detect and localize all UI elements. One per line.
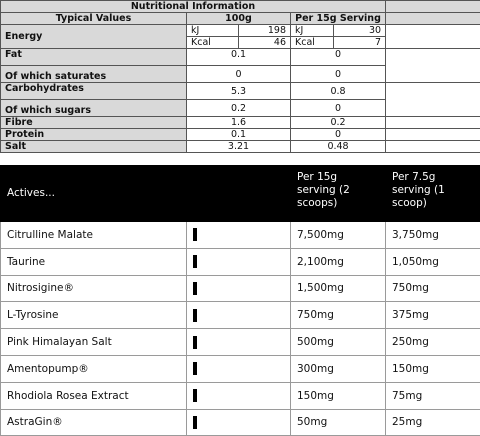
empty-cell xyxy=(386,117,480,129)
active-name: Taurine xyxy=(1,248,187,275)
marker-bar xyxy=(193,336,197,349)
energy-kcal-100g: 46 xyxy=(239,37,291,49)
active-name: Nitrosigine® xyxy=(1,275,187,302)
active-amount-15g: 500mg xyxy=(291,329,386,356)
active-amount-15g: 7,500mg xyxy=(291,222,386,249)
active-marker-cell xyxy=(187,355,291,382)
active-name: Amentopump® xyxy=(1,355,187,382)
saturates-100g: 0 xyxy=(187,66,291,83)
nutrition-table-section xyxy=(0,0,480,153)
sugars-15g: 0 xyxy=(291,100,386,117)
header-typical-values: Typical Values xyxy=(1,13,187,25)
energy-kj-unit-100g: kJ xyxy=(187,25,239,37)
active-name: Citrulline Malate xyxy=(1,222,187,249)
active-marker-cell xyxy=(187,275,291,302)
active-amount-7-5g: 150mg xyxy=(386,355,480,382)
actives-header-15g: Per 15g serving (2 scoops) xyxy=(291,166,386,222)
energy-label: Energy xyxy=(1,25,187,49)
active-amount-7-5g: 250mg xyxy=(386,329,480,356)
marker-bar xyxy=(193,255,197,268)
active-amount-15g: 300mg xyxy=(291,355,386,382)
sugars-label: Of which sugars xyxy=(1,100,187,117)
actives-table-section xyxy=(0,165,480,436)
active-row xyxy=(1,275,480,302)
active-marker-cell xyxy=(187,329,291,356)
nutrition-title: Nutritional Information xyxy=(1,1,386,13)
active-row xyxy=(1,409,480,436)
active-amount-15g: 2,100mg xyxy=(291,248,386,275)
empty-cell xyxy=(386,25,480,49)
active-row xyxy=(1,302,480,329)
marker-bar xyxy=(193,389,197,402)
active-amount-7-5g: 375mg xyxy=(386,302,480,329)
energy-kcal-unit-100g: Kcal xyxy=(187,37,239,49)
header-per-15g: Per 15g Serving xyxy=(291,13,386,25)
saturates-15g: 0 xyxy=(291,66,386,83)
carbohydrates-label: Carbohydrates xyxy=(1,83,187,100)
empty-cell xyxy=(386,1,480,13)
actives-table xyxy=(0,165,480,436)
protein-label: Protein xyxy=(1,129,187,141)
active-amount-15g: 1,500mg xyxy=(291,275,386,302)
empty-cell xyxy=(386,129,480,141)
energy-kcal-unit-15g: Kcal xyxy=(291,37,334,49)
fat-label: Fat xyxy=(1,49,187,66)
energy-kj-15g: 30 xyxy=(334,25,386,37)
active-amount-15g: 750mg xyxy=(291,302,386,329)
active-row xyxy=(1,382,480,409)
protein-15g: 0 xyxy=(291,129,386,141)
active-marker-cell xyxy=(187,409,291,436)
empty-cell xyxy=(386,83,480,117)
active-marker-cell xyxy=(187,248,291,275)
empty-cell xyxy=(386,141,480,153)
salt-15g: 0.48 xyxy=(291,141,386,153)
active-amount-15g: 150mg xyxy=(291,382,386,409)
fibre-label: Fibre xyxy=(1,117,187,129)
active-row xyxy=(1,355,480,382)
active-row xyxy=(1,248,480,275)
empty-cell xyxy=(386,49,480,83)
marker-bar xyxy=(193,309,197,322)
active-name: L-Tyrosine xyxy=(1,302,187,329)
carbohydrates-15g: 0.8 xyxy=(291,83,386,100)
carbohydrates-100g: 5.3 xyxy=(187,83,291,100)
sugars-100g: 0.2 xyxy=(187,100,291,117)
salt-100g: 3.21 xyxy=(187,141,291,153)
energy-kj-100g: 198 xyxy=(239,25,291,37)
header-100g: 100g xyxy=(187,13,291,25)
active-amount-7-5g: 75mg xyxy=(386,382,480,409)
active-amount-7-5g: 1,050mg xyxy=(386,248,480,275)
active-marker-cell xyxy=(187,302,291,329)
fat-100g: 0.1 xyxy=(187,49,291,66)
protein-100g: 0.1 xyxy=(187,129,291,141)
active-amount-15g: 50mg xyxy=(291,409,386,436)
active-amount-7-5g: 750mg xyxy=(386,275,480,302)
empty-cell xyxy=(386,13,480,25)
marker-bar xyxy=(193,362,197,375)
salt-label: Salt xyxy=(1,141,187,153)
active-marker-cell xyxy=(187,382,291,409)
active-row xyxy=(1,329,480,356)
nutrition-table xyxy=(0,0,480,153)
marker-bar xyxy=(193,282,197,295)
fibre-15g: 0.2 xyxy=(291,117,386,129)
actives-header-label: Actives... xyxy=(1,166,187,222)
energy-kcal-15g: 7 xyxy=(334,37,386,49)
actives-header-7-5g: Per 7.5g serving (1 scoop) xyxy=(386,166,480,222)
fat-15g: 0 xyxy=(291,49,386,66)
active-marker-cell xyxy=(187,222,291,249)
active-name: Pink Himalayan Salt xyxy=(1,329,187,356)
active-amount-7-5g: 3,750mg xyxy=(386,222,480,249)
active-row xyxy=(1,222,480,249)
fibre-100g: 1.6 xyxy=(187,117,291,129)
active-name: Rhodiola Rosea Extract xyxy=(1,382,187,409)
active-name: AstraGin® xyxy=(1,409,187,436)
active-amount-7-5g: 25mg xyxy=(386,409,480,436)
saturates-label: Of which saturates xyxy=(1,66,187,83)
marker-bar xyxy=(193,416,197,429)
actives-header-blank xyxy=(187,166,291,222)
marker-bar xyxy=(193,228,197,241)
energy-kj-unit-15g: kJ xyxy=(291,25,334,37)
